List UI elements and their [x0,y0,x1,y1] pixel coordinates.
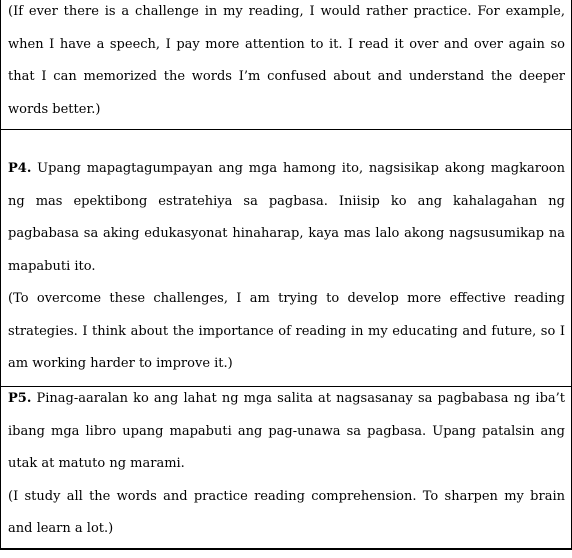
table-row [1,383,571,549]
participant-label: P4. [8,161,32,176]
table-row [1,130,571,387]
paragraph [8,383,565,481]
paragraph-text: Upang mapagtagumpayan ang mga hamong ito, nagsisikap akong magkaroon ng mas epektibong estratehiya sa pagbasa. Iniisip ko ang kahalagahan ng pagbabasa sa aking edukasyonat hinaharap, kaya mas lalo akong nagsusumikap na mapabuti ito. [8,161,565,274]
paragraph-text: Pinag-aaralan ko ang lahat ng mga salita at nagsasanay sa pagbabasa ng iba’t ibang mga libro upang mapabuti ang pag-unawa sa pagbasa. Upang patalsin ang utak at matuto ng marami. [8,391,565,471]
paragraph-text: (To overcome these challenges, I am trying to develop more effective reading strategies. I think about the importance of reading in my educating and future, so I am working harder to improve it.) [8,291,565,371]
paragraph-text: (I study all the words and practice reading comprehension. To sharpen my brain and learn a lot.) [8,488,565,536]
paragraph [8,153,565,283]
paragraph-text: (If ever there is a challenge in my reading, I would rather practice. For example, when I have a speech, I pay more attention to it. I read it over and over again so that I can memorized the words I’m confused about and understand the deeper words better.) [8,4,565,117]
table-row [1,0,571,130]
participant-label: P5. [8,391,32,406]
